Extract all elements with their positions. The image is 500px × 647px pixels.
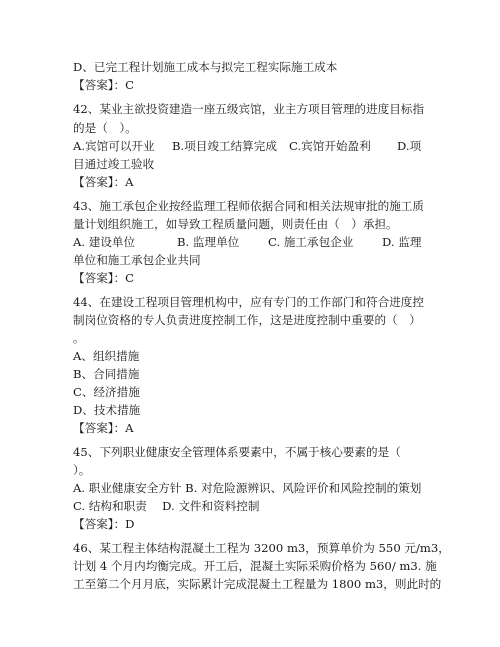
q43-stem-line2: 量计划组织施工，如导致工程质量问题，则责任由（ ）承担。 (73, 217, 398, 231)
q43-option-d-cont: 单位和施工承包企业共同 (73, 253, 201, 267)
q42-answer: 【答案】：A (73, 175, 134, 189)
q43-option-d: D. 监理 (382, 235, 422, 249)
q44-option-a: A、组织措施 (73, 349, 140, 363)
q46-stem-line3: 工至第二个月月底，实际累计完成混凝土工程量为 1800 m3，则此时的 (73, 577, 442, 591)
q42-option-d: D.项 (397, 139, 422, 153)
q44-stem-line1: 44、在建设工程项目管理机构中，应有专门的工作部门和符合进度控 (73, 295, 424, 309)
q44-answer: 【答案】：A (73, 421, 134, 435)
q42-option-b: B.项目竣工结算完成 (172, 139, 277, 153)
q43-option-a: A. 建设单位 (73, 235, 136, 249)
q45-stem-line1: 45、下列职业健康安全管理体系要素中，不属于核心要素的是（ (73, 445, 401, 459)
q41-option-d: D、已完工程计划施工成本与拟完工程实际施工成本 (73, 60, 338, 74)
q43-option-b: B. 监理单位 (177, 235, 240, 249)
q44-stem-line3: 。 (73, 331, 85, 345)
q44-stem-line2: 制岗位资格的专人负责进度控制工作，这是进度控制中重要的（ ） (73, 313, 421, 327)
q44-option-b: B、合同措施 (73, 367, 140, 381)
q45-stem-line2: ）。 (73, 463, 91, 477)
q45-options-ab: A. 职业健康安全方针 B. 对危险源辨识、风险评价和风险控制的策划 (73, 481, 422, 495)
q44-option-d: D、技术措施 (73, 403, 141, 417)
q41-answer: 【答案】：C (73, 78, 135, 92)
q45-options-cd: C. 结构和职责 D. 文件和资料控制 (73, 499, 260, 513)
q42-option-d-cont: 目通过竣工验收 (73, 157, 155, 171)
q42-stem-line2: 的是（ ）。 (73, 121, 137, 135)
q45-answer: 【答案】：D (73, 517, 135, 531)
q42-option-c: C.宾馆开始盈利 (289, 139, 371, 153)
q44-option-c: C、经济措施 (73, 385, 140, 399)
q43-option-c: C. 施工承包企业 (268, 235, 354, 249)
q46-stem-line2: 计划 4 个月内均衡完成。开工后，混凝土实际采购价格为 560/ m3. 施 (73, 559, 437, 573)
q42-option-a: A.宾馆可以开业 (73, 139, 155, 153)
q43-answer: 【答案】：C (73, 271, 135, 285)
q46-stem-line1: 46、某工程主体结构混凝土工程为 3200 m3，预算单价为 550 元/m3， (73, 541, 450, 555)
q43-stem-line1: 43、施工承包企业按经监理工程师依据合同和相关法规审批的施工质 (73, 199, 424, 213)
q42-stem-line1: 42、某业主欲投资建造一座五级宾馆，业主方项目管理的进度目标指 (73, 102, 424, 116)
